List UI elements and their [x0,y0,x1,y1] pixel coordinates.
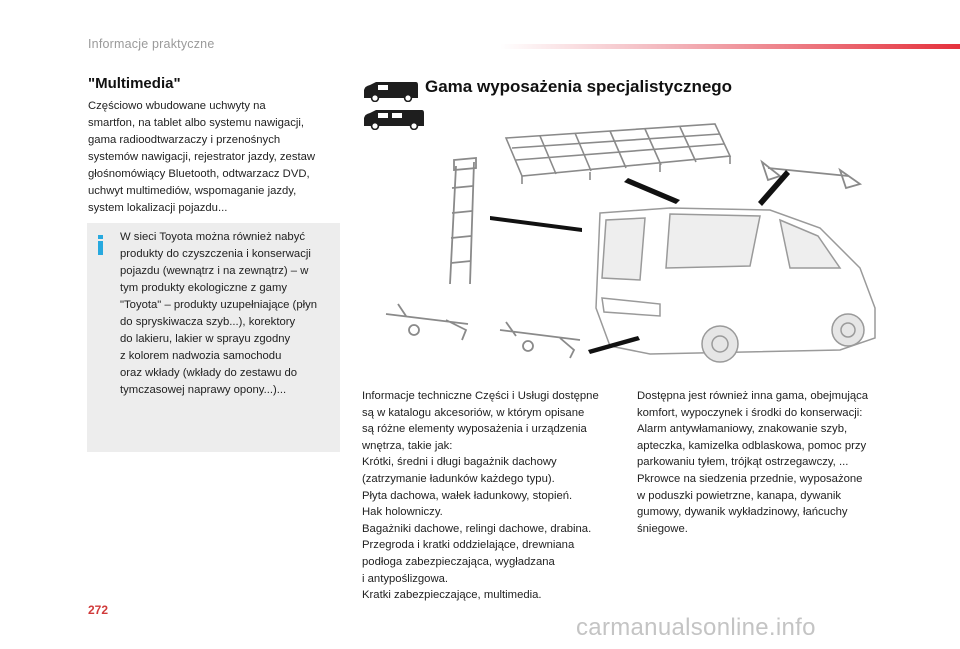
roof-rack-drawing [506,124,730,184]
accessories-catalog-text: Informacje techniczne Części i Usługi dostępne są w katalogu akcesoriów, w którym opisane są różne elementy wyposażenia i urządzenia wnętrza, takie jak: Krótki, średni i długi bagażnik dachowy (zatrzymanie ładunków każdego typu). Płyta dachowa, wałek ładunkowy, stopień. Hak holowniczy. Bagażniki dachowe, relingi dachowe, drabina. Przegroda i kratki oddzielające, drewniana podłoga zabezpieczająca, wygładzana i antypoślizgowa. Kratki zabezpieczające, multimedia. [362,390,599,602]
info-icon [97,235,105,255]
ladder-drawing [450,158,476,284]
gama-title: Gama wyposażenia specjalistycznego [425,77,733,96]
watermark: carmanualsonline.info [576,614,816,641]
van-icon [362,80,420,102]
section-title: Informacje praktyczne [88,37,215,51]
multimedia-title: "Multimedia" [88,75,181,92]
comfort-range-text: Dostępna jest również inna gama, obejmująca komfort, wypoczynek i środki do konserwacji: Alarm antywłamaniowy, znakowanie szyb, apteczka, kamizelka odblaskowa, pomoc przy parkowaniu tyłem, trójkąt ostrzegawczy, ... Pkrowce na siedzenia przednie, wyposażone w poduszki powietrzne, kanapa, dywanik gumowy, dywanik wykładzinowy, łańcuchy śniegowe. [637,390,869,535]
tow-hook-drawing [386,304,580,358]
info-text: W sieci Toyota można również nabyć produkty do czyszczenia i konserwacji pojazdu (wewnątrz i na zewnątrz) – w tym produkty ekologiczne z gamy "Toyota" – produkty uzupełniające (płyn do spryskiwacza szyb...), korektory do lakieru, lakier w sprayu zgodny z kolorem nadwozia samochodu oraz wkłady (wkłady do zestawu do tymczasowej naprawy opony...)... [120,231,318,396]
page-number: 272 [88,603,109,617]
multimedia-text: Częściowo wbudowane uchwyty na smartfon, na tablet albo systemu nawigacji, gama radioodtwarzaczy i przenośnych systemów nawigacji, rejestrator jazdy, zestaw głośnomówiący Bluetooth, odtwarzacz DVD, uchwyt multimediów, wspomaganie jazdy, system lokalizacji pojazdu... [88,100,316,214]
info-box [87,223,340,452]
accessories-illustration [370,118,890,373]
header-accent-bar [500,44,960,49]
